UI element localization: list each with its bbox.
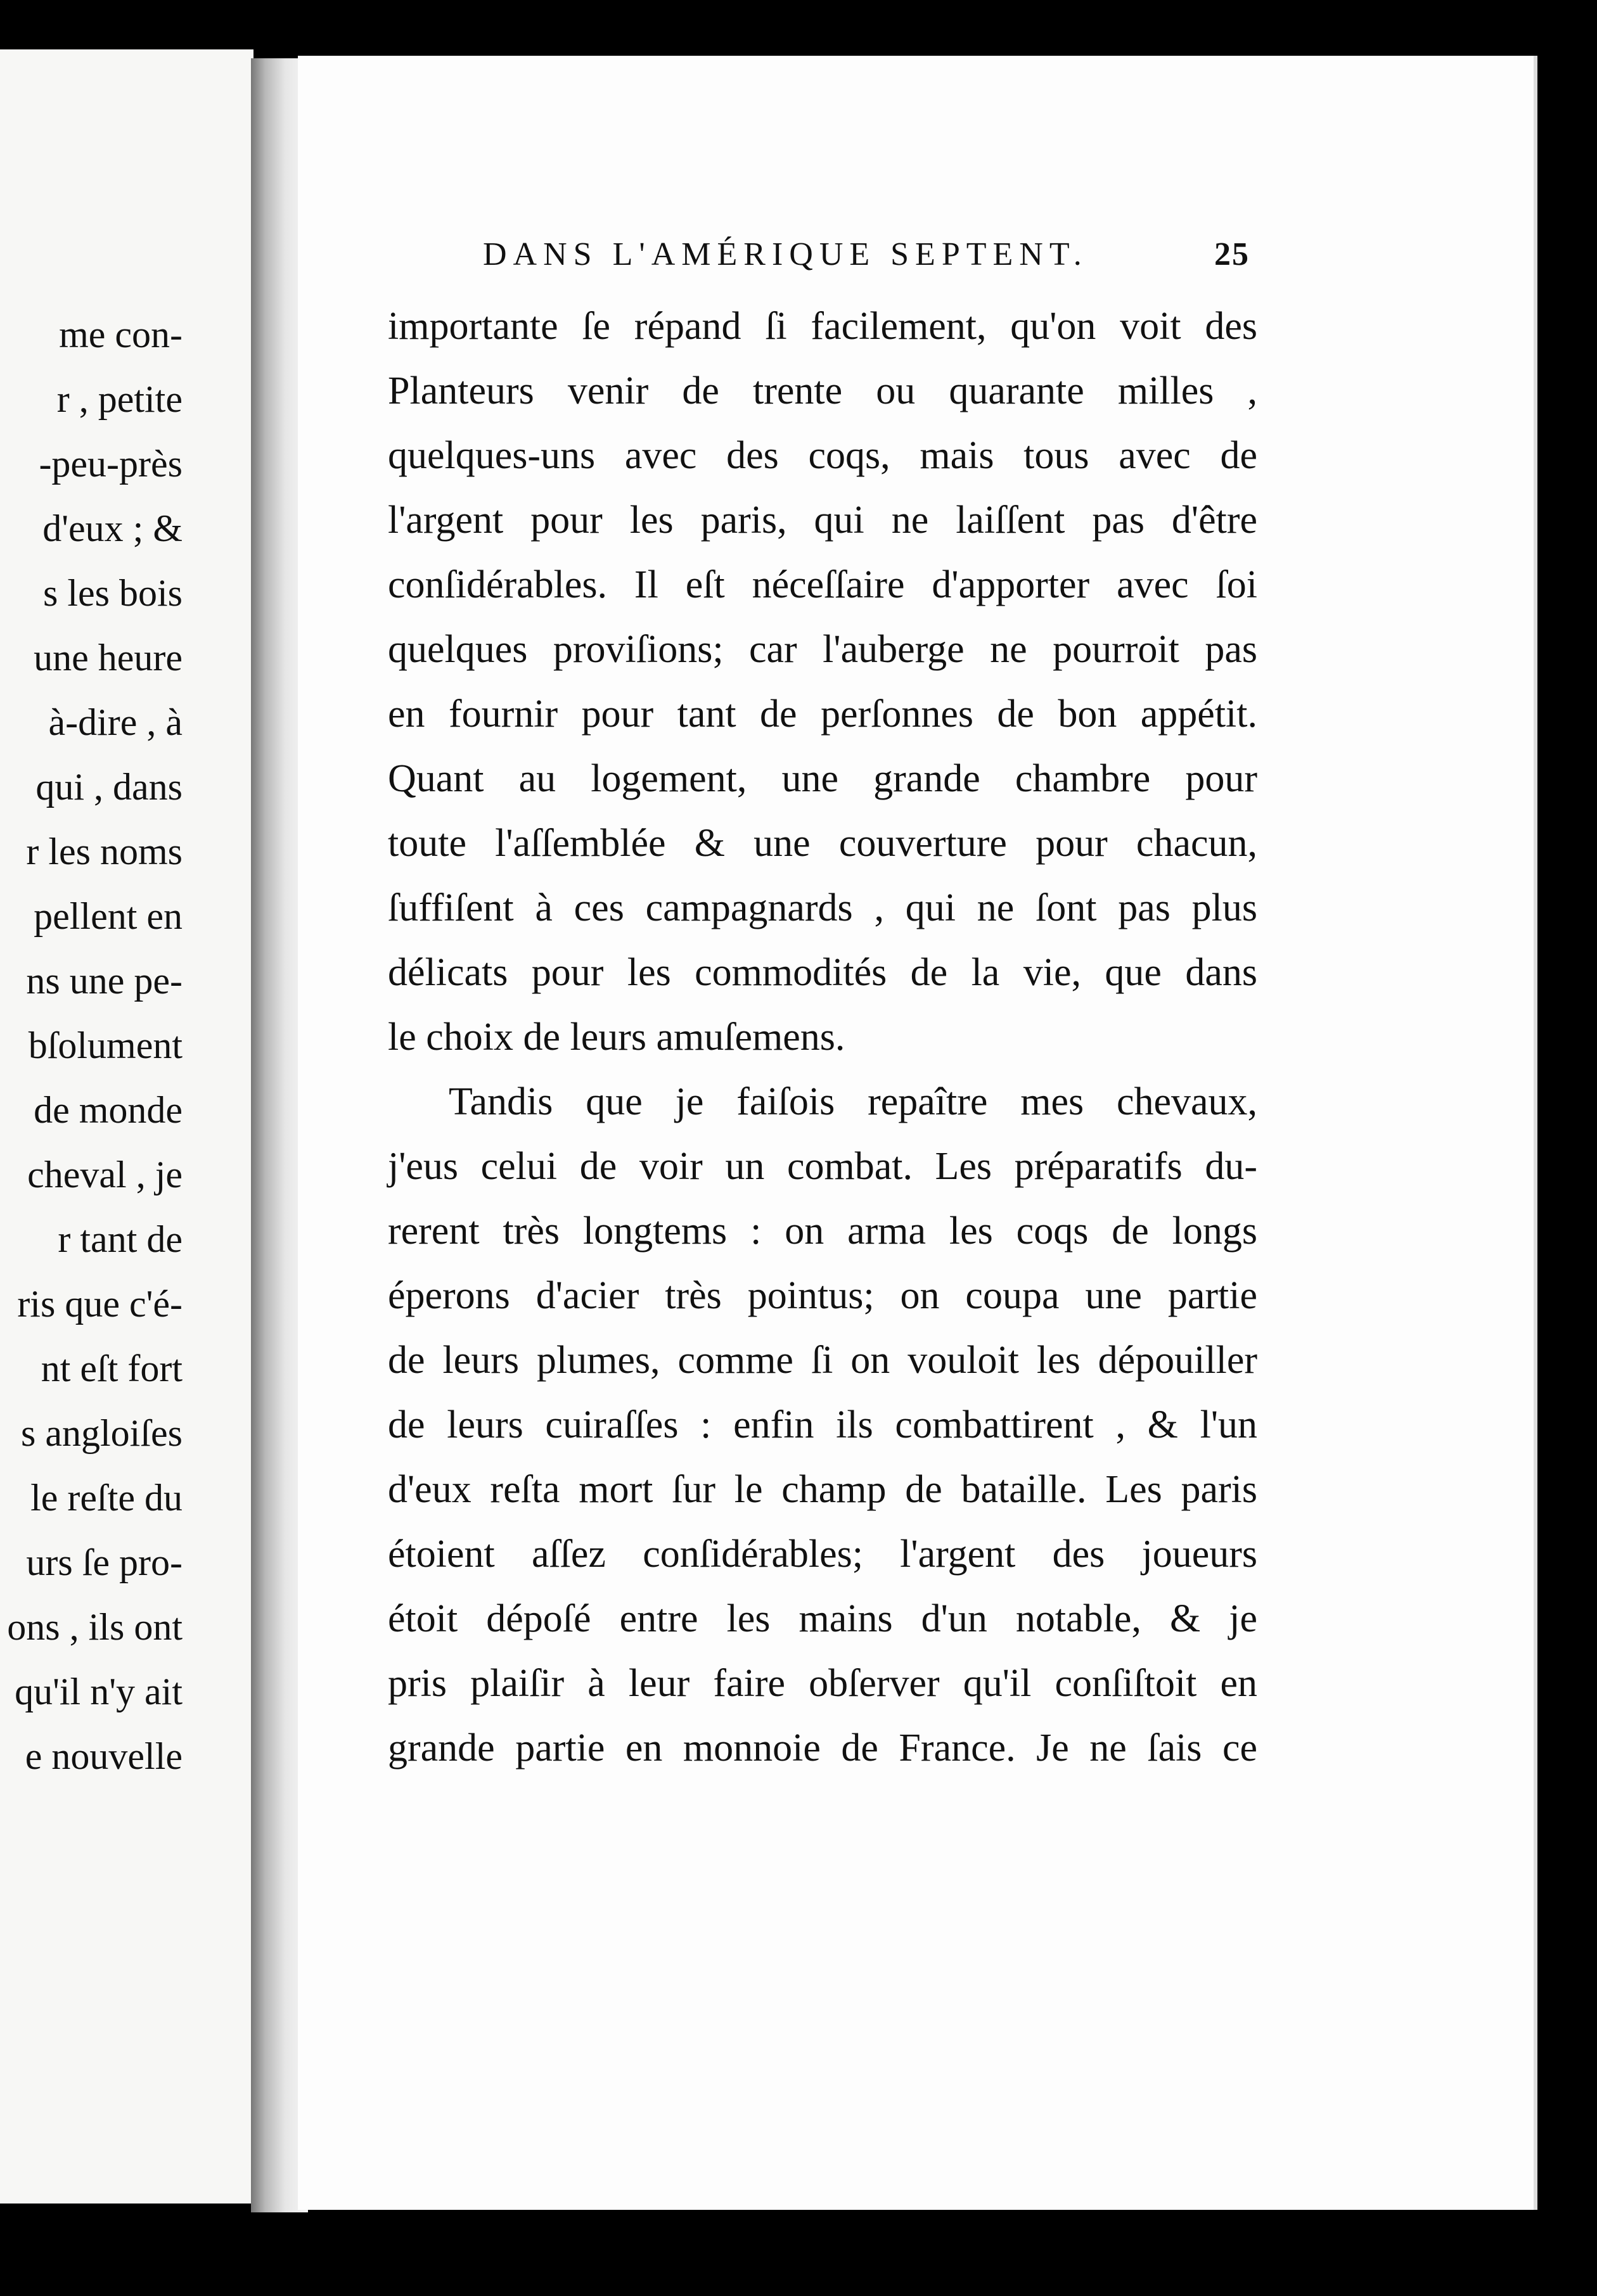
left-page-line: le reſte du <box>30 1477 183 1519</box>
left-page-line: ons , ils ont <box>7 1606 183 1648</box>
page-edge <box>1534 56 1537 2210</box>
left-page-line: cheval , je <box>27 1154 183 1196</box>
body-line: conſidérables. Il eſt néceſſaire d'apporter avec ſoi <box>388 563 1257 606</box>
body-line: ſuffiſent à ces campagnards , qui ne ſont pas plus <box>388 886 1257 929</box>
left-page-line: urs ſe pro- <box>26 1541 183 1583</box>
left-page-line: -peu-près <box>39 443 183 485</box>
body-line: toute l'aſſemblée & une couverture pour chacun, <box>388 822 1257 865</box>
left-page-line: pellent en <box>34 895 183 937</box>
body-line: rerent très longtems : on arma les coqs de longs <box>388 1209 1257 1253</box>
body-line: étoit dépoſé entre les mains d'un notable, & je <box>388 1597 1257 1640</box>
left-page-line: ns une pe- <box>26 960 183 1002</box>
left-page-line: de monde <box>34 1089 183 1131</box>
body-line: d'eux reſta mort ſur le champ de bataille. Les paris <box>388 1468 1257 1511</box>
body-line: l'argent pour les paris, qui ne laiſſent pas d'être <box>388 499 1257 542</box>
body-line: grande partie en monnoie de France. Je ne ſais ce <box>388 1726 1257 1770</box>
left-page-line: qui , dans <box>35 766 183 808</box>
body-line: quelques proviſions; car l'auberge ne pourroit pas <box>388 628 1257 671</box>
left-page-line: r les noms <box>26 831 183 872</box>
body-line: éperons d'acier très pointus; on coupa une partie <box>388 1274 1257 1317</box>
running-head <box>483 236 1250 280</box>
left-page-line: bſolument <box>28 1024 183 1066</box>
body-line: de leurs cuiraſſes : enfin ils combattirent , & l'un <box>388 1403 1257 1446</box>
left-page-line: d'eux ; & <box>42 507 183 549</box>
page-number: 25 <box>1214 236 1250 272</box>
left-page-line: r , petite <box>56 378 183 420</box>
body-line: quelques-uns avec des coqs, mais tous avec de <box>388 434 1257 477</box>
body-line: j'eus celui de voir un combat. Les préparatifs du- <box>388 1145 1257 1188</box>
body-line: en fournir pour tant de perſonnes de bon appétit. <box>388 692 1257 736</box>
left-page-line: s angloiſes <box>21 1412 183 1454</box>
left-page <box>0 49 253 2204</box>
body-line: Planteurs venir de trente ou quarante milles , <box>388 369 1257 412</box>
body-line: délicats pour les commodités de la vie, que dans <box>388 951 1257 994</box>
body-line: de leurs plumes, comme ſi on vouloit les dépouiller <box>388 1339 1257 1382</box>
body-line: pris plaiſir à leur faire obſerver qu'il conſiſtoit en <box>388 1662 1257 1705</box>
left-page-line: une heure <box>34 637 183 679</box>
running-head-title: DANS L'AMÉRIQUE SEPTENT. <box>483 236 1088 272</box>
body-line: Tandis que je faiſois repaître mes chevaux, <box>449 1080 1257 1123</box>
body-line: importante ſe répand ſi facilement, qu'on voit des <box>388 305 1257 348</box>
left-page-line: s les bois <box>42 572 183 614</box>
left-page-line: qu'il n'y ait <box>15 1671 183 1712</box>
left-page-line: nt eſt fort <box>41 1348 183 1389</box>
left-page-line: e nouvelle <box>25 1735 183 1777</box>
body-line: Quant au logement, une grande chambre pour <box>388 757 1257 800</box>
left-page-line: à-dire , à <box>48 701 183 743</box>
body-line: étoient aſſez conſidérables; l'argent des joueurs <box>388 1533 1257 1576</box>
body-line: le choix de leurs amuſemens. <box>388 1016 845 1059</box>
left-page-line: ris que c'é- <box>17 1283 183 1325</box>
left-page-line: me con- <box>59 314 183 355</box>
left-page-line: r tant de <box>58 1218 183 1260</box>
